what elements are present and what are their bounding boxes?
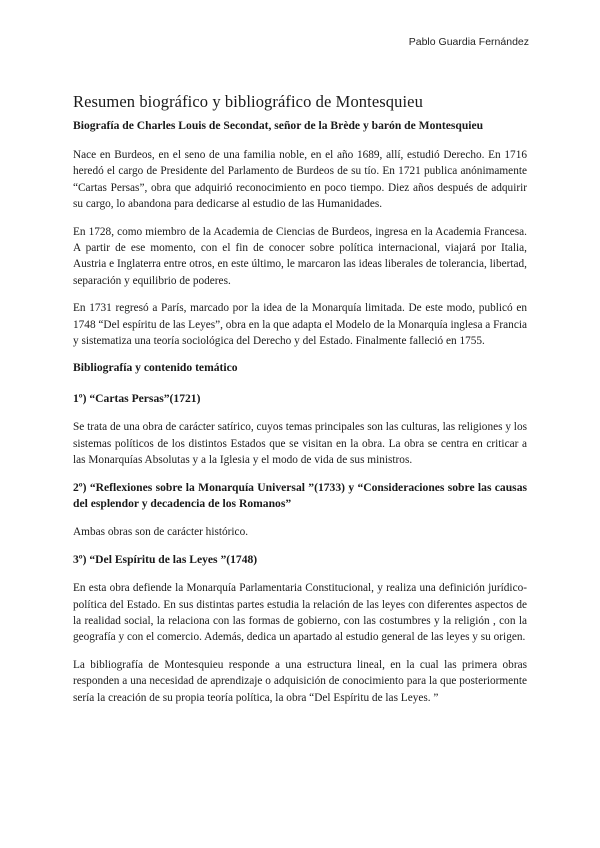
document-body — [73, 92, 527, 717]
biography-paragraph: En 1728, como miembro de la Academia de Ciencias de Burdeos, ingresa en la Academia Francesa. A partir de ese momento, con el fin de conocer sobre política internacional, viajará por Italia, Austria e Inglaterra entre otros, en este último, le marcaron las ideas liberales de tolerancia, libertad, separación y equilibrio de poderes. — [73, 225, 527, 287]
work-title: 3º) “Del Espíritu de las Leyes ”(1748) — [73, 552, 258, 566]
header-author: Pablo Guardia Fernández — [408, 36, 529, 48]
biography-paragraph: En 1731 regresó a París, marcado por la idea de la Monarquía limitada. De este modo, publicó en 1748 “Del espíritu de las Leyes”, obra en la que adapta el Modelo de la Monarquía inglesa a Francia y sistematiza una teoría sociológica del Derecho y del Estado. Finalmente falleció en 1755. — [73, 302, 527, 348]
biography-paragraph: Nace en Burdeos, en el seno de una familia noble, en el año 1689, allí, estudió Derecho. En 1716 heredó el cargo de Presidente del Parlamento de Burdeos de su tío. En 1721 publica anónimamente “Cartas Persas”, obra que adquirió reconocimiento en poco tiempo. Diez años después de adquirir su cargo, lo abandona para dedicarse al estudio de las Humanidades. — [73, 149, 527, 211]
document-title: Resumen biográfico y bibliográfico de Montesquieu — [73, 92, 423, 111]
work-description: En esta obra defiende la Monarquía Parlamentaria Constitucional, y realiza una definición jurídico-política del Estado. En sus distintas partes estudia la relación de las leyes con diferentes aspectos de la realidad social, la relaciona con las formas de gobierno, con las costumbres y la religión , con la geografía y con el comercio. Además, dedica un apartado al estudio general de las leyes y su origen. — [73, 582, 527, 644]
work-description: Se trata de una obra de carácter satírico, cuyos temas principales son las culturas, las religiones y los sistemas políticos de los distintos Estados que se visitan en la obra. La obra se centra en criticar a las Monarquías Absolutas y a la Iglesia y el modo de vida de sus ministros. — [73, 421, 527, 467]
work-title: 1º) “Cartas Persas”(1721) — [73, 391, 201, 405]
work-title: 2º) “Reflexiones sobre la Monarquía Universal ”(1733) y “Consideraciones sobre las causas del esplendor y decadencia de los Romanos” — [73, 480, 527, 510]
closing-paragraph: La bibliografía de Montesquieu responde a una estructura lineal, en la cual las primera obras responden a una necesidad de aprendizaje o adquisición de conocimiento para la que posteriormente sería la creación de su propia teoría política, la obra “Del Espíritu de las Leyes. ” — [73, 658, 527, 704]
work-description: Ambas obras son de carácter histórico. — [73, 526, 249, 539]
document-subtitle: Biografía de Charles Louis de Secondat, señor de la Brède y barón de Montesquieu — [73, 119, 484, 132]
bibliography-heading: Bibliografía y contenido temático — [73, 361, 238, 375]
